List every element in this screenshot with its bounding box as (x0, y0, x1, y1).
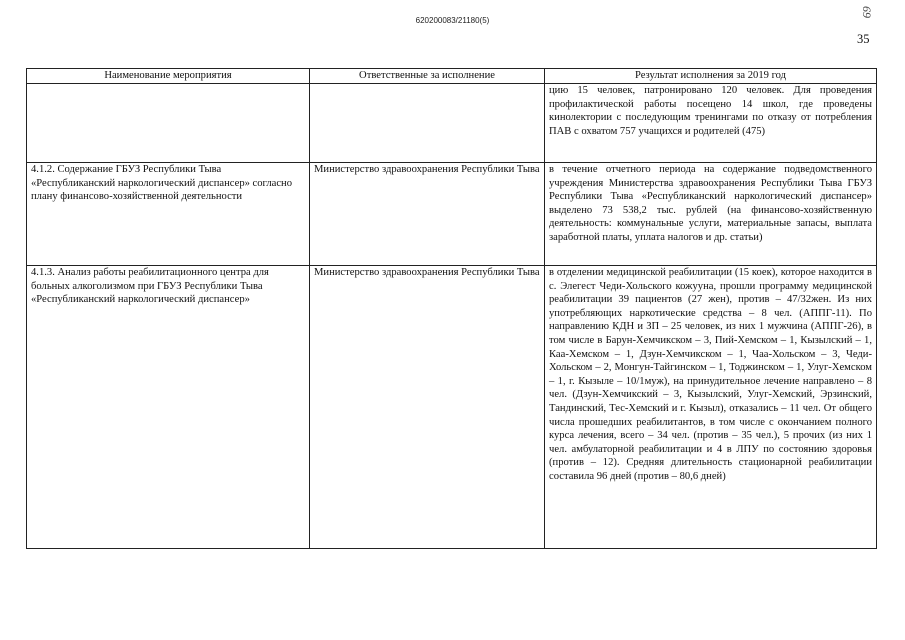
cell-result: в течение отчетного периода на содержание подведомственного учреждения Министерства здравоохранения Республики Тыва ГБУЗ Республики Тыва «Республиканский наркологический диспансер» выделено 73 538,2 тыс. рублей (на финансово-хозяйственную деятельность: коммунальные услуги, материальные запасы, выплата заработной платы, уплата налогов и др. статьи) (545, 163, 877, 266)
cell-activity: 4.1.2. Содержание ГБУЗ Республики Тыва «Республиканский наркологический диспансер» согласно плану финансово-хозяйственной деятельности (27, 163, 310, 266)
page-number: 35 (857, 32, 870, 46)
cell-responsible (310, 84, 545, 163)
cell-result: в отделении медицинской реабилитации (15 коек), которое находится в с. Элегест Чеди-Хольского кожууна, прошли программу медицинской реабилитации 39 пациентов (27 жен), против – 47/32жен. Из них употребляющих наркотические средства – 8 чел. (АППГ-11). По направлению КДН и ЗП – 25 человек, из них 1 мужчина (АППГ-26), в том числе в Барун-Хемчикском – 3, Пий-Хемском – 1, Кызылский – 1, Каа-Хемском – 1, Дзун-Хемчикском – 1, Чаа-Хольском – 3, Чеди-Хольском – 2, Монгун-Тайгинском – 1, Тоджинском – 1, Улуг-Хемском – 1, г. Кызыле – 10/1муж), на принудительное лечение направлено – 8 чел. (Дзун-Хемчикский – 3, Кызылский, Улуг-Хемский, Эрзинский, Тандинский, Тес-Хемский и г. Кызыл), отказались – 11 чел. От общего числа прошедших реабилитантов, в том числе с окончанием полного курса лечения, всего – 34 чел. (против – 35 чел.), 5 прочих (из них 1 чел. амбулаторной реабилитации и 4 в ЛПУ по состоянию здоровья (против – 12). Средняя длительность стационарной реабилитации составила 96 дней (против – 80,6 дней) (545, 266, 877, 549)
cell-activity (27, 84, 310, 163)
cell-activity: 4.1.3. Анализ работы реабилитационного центра для больных алкоголизмом при ГБУЗ Республики Тыва «Республиканский наркологический диспансер» (27, 266, 310, 549)
cell-responsible: Министерство здравоохранения Республики Тыва (310, 163, 545, 266)
table-row (27, 163, 877, 266)
handwritten-stamp: 69 (860, 6, 874, 18)
column-header-activity: Наименование мероприятия (27, 69, 310, 84)
document-id: 620200083/21180(5) (415, 16, 490, 25)
table-row (27, 84, 877, 163)
table-header-row (27, 69, 877, 84)
column-header-responsible: Ответственные за исполнение (310, 69, 545, 84)
column-header-result: Результат исполнения за 2019 год (545, 69, 877, 84)
table-row (27, 266, 877, 549)
cell-responsible: Министерство здравоохранения Республики Тыва (310, 266, 545, 549)
cell-result: цию 15 человек, патронировано 120 человек. Для проведения профилактической работы посещено 14 школ, где проведены кинолектории с последующим тренингами по отказу от потребления ПАВ с охватом 757 учащихся и родителей (475) (545, 84, 877, 163)
report-table (26, 68, 877, 549)
